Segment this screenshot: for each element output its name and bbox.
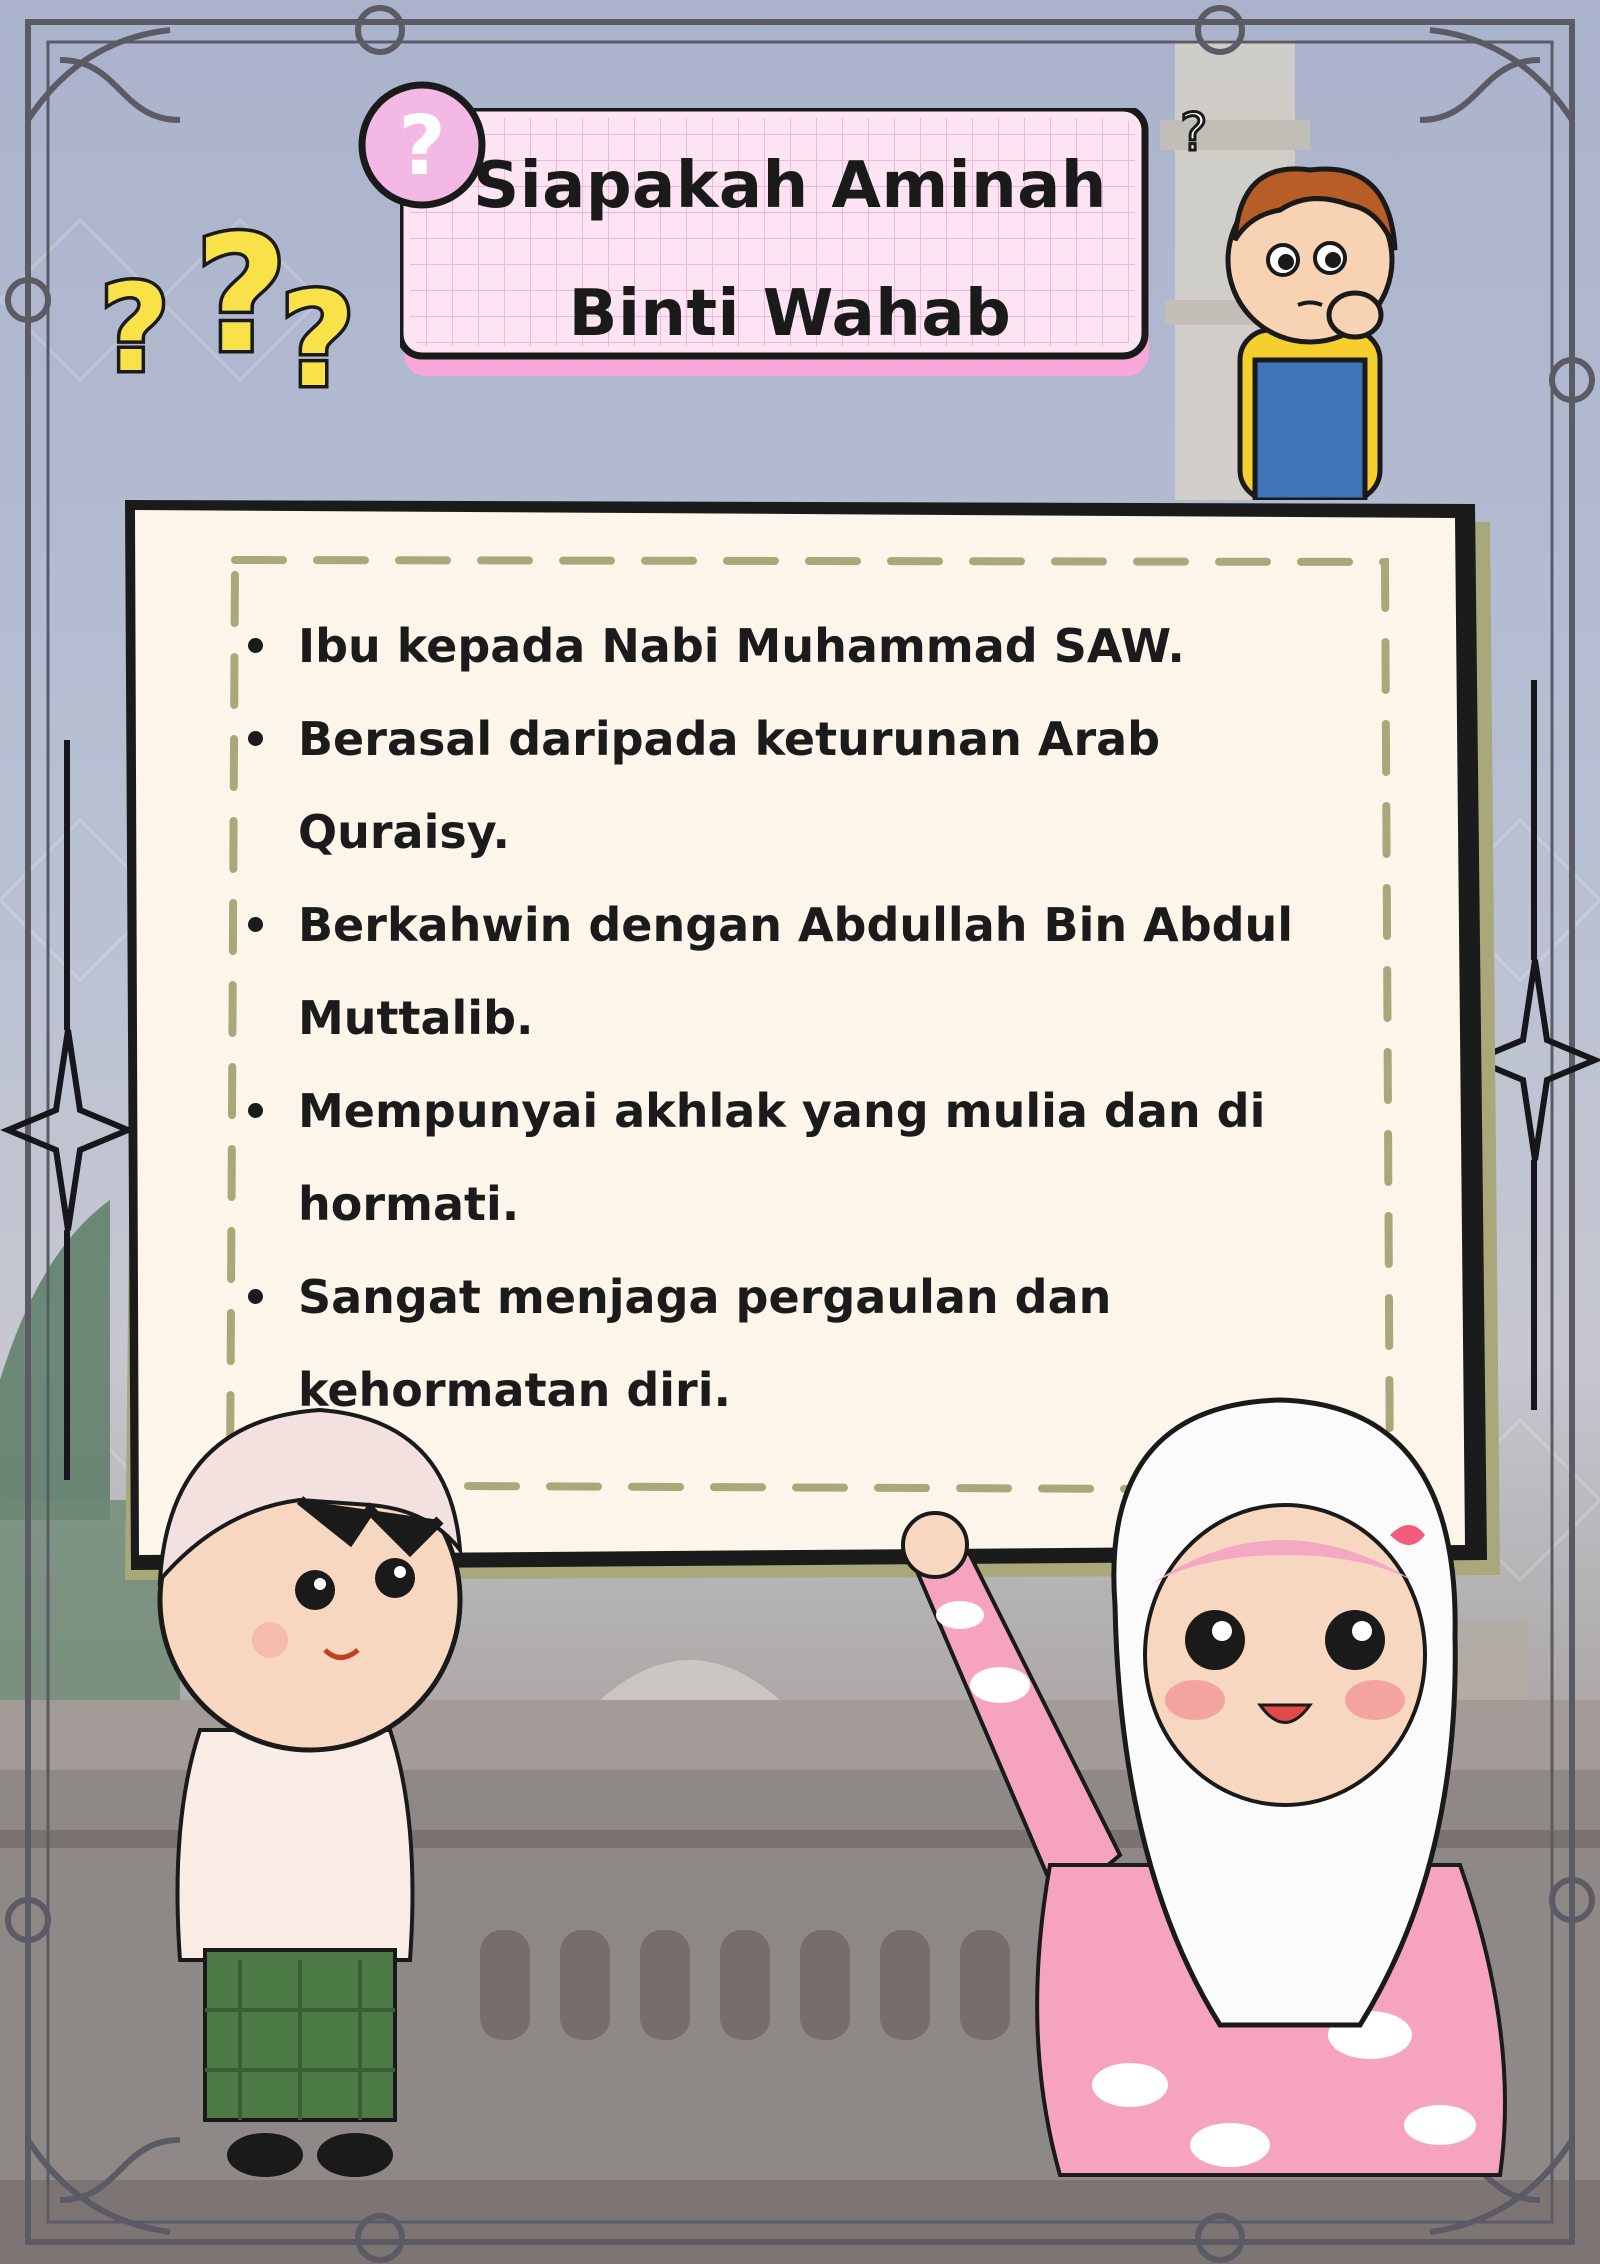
title-line-1: Siapakah Aminah: [473, 149, 1107, 223]
girl-with-hijab-illustration: [900, 1385, 1520, 2205]
fact-text: Sangat menjaga pergaulan dan kehormatan diri.: [298, 1270, 1112, 1417]
thinking-boy-illustration: [1180, 100, 1440, 500]
facts-list: [240, 600, 1300, 1437]
question-mark-icon: ?: [100, 260, 170, 399]
page-title: [440, 125, 1140, 375]
question-mark-icon: ?: [195, 201, 288, 388]
fact-text: Berasal daripada keturunan Arab Quraisy.: [298, 712, 1161, 859]
question-mark-icon: ?: [280, 264, 356, 400]
fact-item: [240, 1065, 1300, 1251]
bullet-icon: [248, 917, 263, 932]
bullet-icon: [248, 731, 263, 746]
title-line-2: Binti Wahab: [568, 277, 1012, 351]
boy-with-cap-illustration: [110, 1400, 480, 2200]
bullet-icon: [248, 1103, 263, 1118]
badge-question-glyph: ?: [398, 99, 446, 194]
fact-item: [240, 600, 1300, 693]
fact-text: Ibu kepada Nabi Muhammad SAW.: [298, 619, 1185, 673]
fact-text: Mempunyai akhlak yang mulia dan di hormati.: [298, 1084, 1266, 1231]
bullet-icon: [248, 638, 263, 653]
thought-question-glyph: ?: [1180, 103, 1208, 163]
fact-text: Berkahwin dengan Abdullah Bin Abdul Muttalib.: [298, 898, 1294, 1045]
fact-item: [240, 879, 1300, 1065]
fact-item: [240, 693, 1300, 879]
bullet-icon: [248, 1289, 263, 1304]
question-marks-decoration: [95, 200, 395, 400]
